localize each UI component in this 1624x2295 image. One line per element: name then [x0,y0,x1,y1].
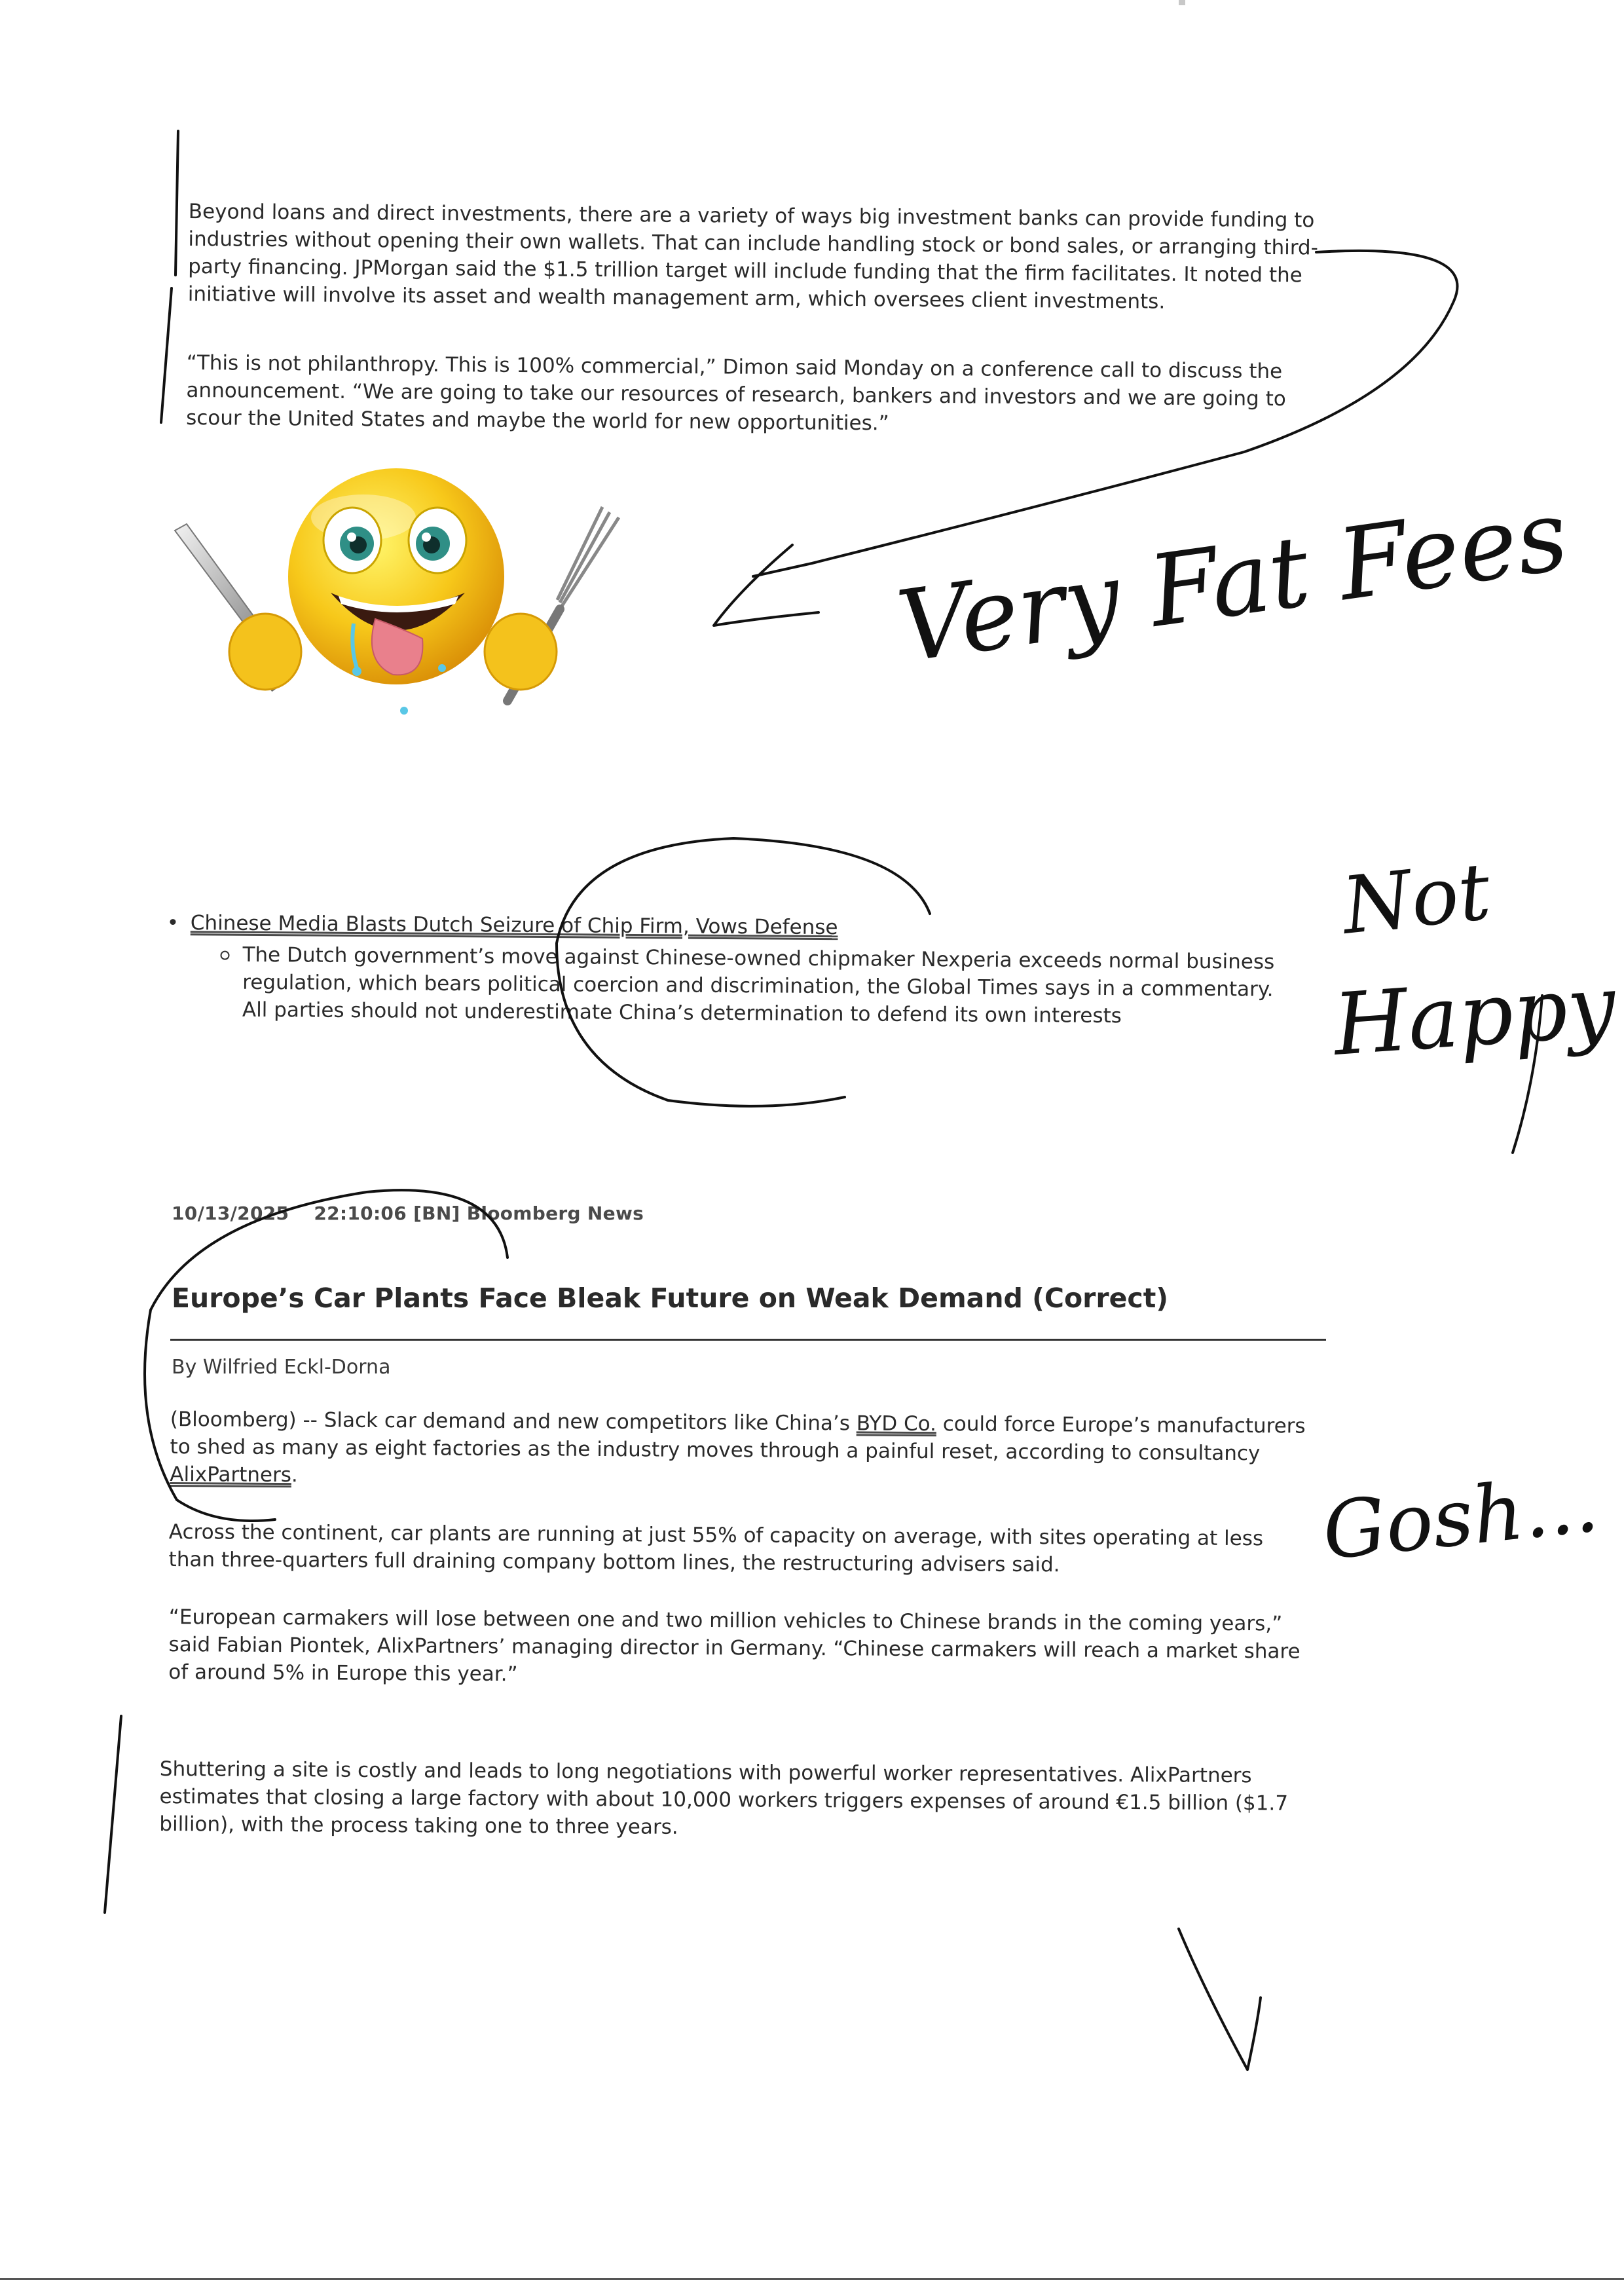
headline-divider [170,1339,1326,1341]
down-arrow-icon [1179,1929,1261,2070]
paragraph-text-b: could force Europe’s manufacturers to shed as many as eight factories as the industry moves through a painful reset, according to consultancy [170,1412,1306,1466]
article-date: 10/13/2025 [172,1203,289,1224]
paragraph-text-a: (Bloomberg) -- Slack car demand and new competitors like China’s [170,1408,857,1436]
paragraph-piontek-quote: “European carmakers will lose between one and two million vehicles to Chinese brands in the coming years,” said Fabian Piontek, AlixPartners’ managing director in Germany. “Chinese carmakers will reach a market share of around 5% in Europe this year.” [168,1605,1301,1687]
news-bullet-item [166,909,1359,1032]
scan-speck [1179,0,1185,5]
page-bottom-rule [0,2278,1624,2280]
margin-bar-top [175,131,178,275]
paragraph-capacity: Across the continent, car plants are running at just 55% of capacity on average, with sites operating at less than three-quarters full draining company bottom lines, the restructuring advisers said. [168,1520,1264,1577]
paragraph-shuttering-cost: Shuttering a site is costly and leads to long negotiations with powerful worker representatives. AlixPartners estimates that closing a large factory with about 10,000 workers triggers expenses of around €1.5 billion ($1.7 billion), with the process taking one to three years. [159,1757,1289,1839]
article-source: [BN] Bloomberg News [413,1203,644,1224]
margin-line-right [1513,996,1542,1153]
article-time: 22:10:06 [314,1203,407,1224]
paragraph-car-demand [170,1406,1336,1495]
note-happy: Happy [1330,956,1619,1075]
paragraph-dimon-quote: “This is not philanthropy. This is 100% commercial,” Dimon said Monday on a conference call to discuss the announcement. “We are going to take our resources of research, bankers and investors and we are going to scour the United States and maybe the world for new opportunities.” [186,350,1286,436]
article-headline: Europe’s Car Plants Face Bleak Future on Weak Demand (Correct) [172,1282,1169,1314]
paragraph-funding-methods: Beyond loans and direct investments, there are a variety of ways big investment banks can provide funding to industries without opening their own wallets. That can include handling stock or bond sales, or arranging third- party financing. JPMorgan said the $1.5 trillion target will include funding that the firm facilitates. It noted the initiative will involve its asset and wealth management arm, which oversees client investments. [187,199,1319,314]
article-byline: By Wilfried Eckl-Dorna [172,1356,391,1379]
note-gosh: Gosh... [1318,1458,1603,1578]
paragraph-text-c: . [291,1463,298,1487]
margin-bar-bottom [105,1716,121,1912]
drooling-emoji-with-knife-and-fork-icon [167,452,625,734]
byd-link[interactable]: BYD Co. [856,1411,937,1436]
news-summary: The Dutch government’s move against Chinese-owned chipmaker Nexperia exceeds normal business regulation, which bears political coercion and discrimination, the Global Times says in a commentary. All parties should not underestimate China’s determination to defend its own interests [215,941,1359,1032]
arrow-head-left [714,545,819,625]
news-headline-link[interactable]: Chinese Media Blasts Dutch Seizure of Chip Firm, Vows Defense [190,911,838,940]
news-bullet-list [166,909,1359,1032]
margin-bar-top-lower [161,288,172,422]
alixpartners-link[interactable]: AlixPartners [170,1462,292,1487]
note-not: Not [1338,846,1495,952]
news-sub-list [190,941,1359,1031]
note-very-fat-fees: Very Fat Fees [891,478,1575,685]
dateline [172,1203,644,1224]
